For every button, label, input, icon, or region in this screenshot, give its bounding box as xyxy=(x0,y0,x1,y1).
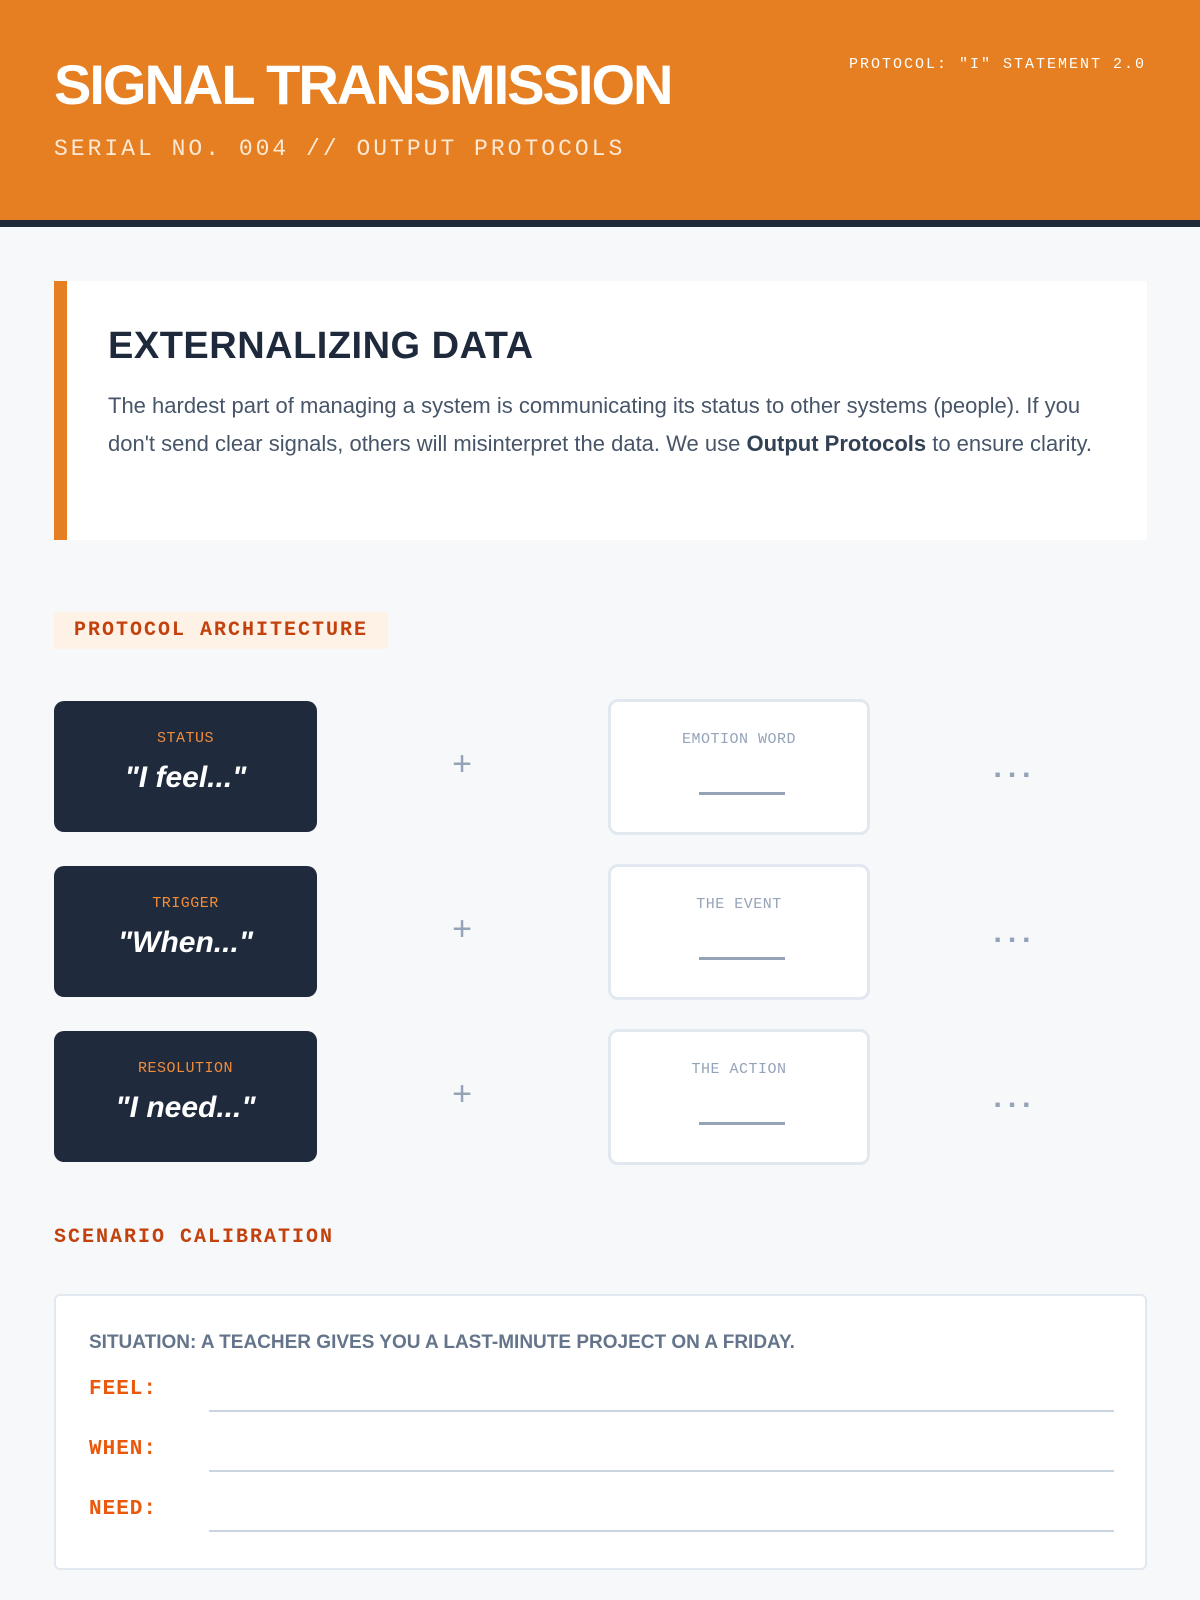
blank-line xyxy=(699,1122,785,1125)
need-field-label: NEED: xyxy=(89,1498,158,1521)
protocol-block-phrase: "I feel..." xyxy=(124,761,247,794)
intro-text-bold: Output Protocols xyxy=(746,431,927,456)
intro-text-start: The hardest part of managing a system is communicating its status to other systems (people). If you don't send clear signals, others will misinterpret the data. We use xyxy=(108,393,1081,456)
protocol-block-resolution xyxy=(54,1031,317,1162)
intro-text-end: to ensure clarity. xyxy=(926,431,1092,456)
protocol-block-label: TRIGGER xyxy=(152,895,219,912)
ellipsis-icon: ... xyxy=(993,916,1037,949)
ellipsis-icon: ... xyxy=(993,751,1037,784)
when-field-label: WHEN: xyxy=(89,1438,158,1461)
protocol-slot-action xyxy=(608,1029,870,1165)
intro-heading: EXTERNALIZING DATA xyxy=(108,325,534,367)
protocol-block-phrase: "I need..." xyxy=(115,1091,256,1124)
feel-field-label: FEEL: xyxy=(89,1378,158,1401)
protocol-block-phrase: "When..." xyxy=(117,926,254,959)
need-field-line[interactable] xyxy=(209,1530,1114,1532)
page-header xyxy=(0,0,1200,227)
intro-text xyxy=(108,387,1098,463)
page-subtitle: SERIAL NO. 004 // OUTPUT PROTOCOLS xyxy=(54,136,626,162)
feel-field-line[interactable] xyxy=(209,1410,1114,1412)
intro-card xyxy=(54,281,1147,540)
plus-icon: + xyxy=(452,745,472,783)
protocol-row-status xyxy=(0,701,1200,837)
protocol-slot-event xyxy=(608,864,870,1000)
protocol-row-trigger xyxy=(0,866,1200,1002)
when-field-row xyxy=(89,1434,1114,1474)
protocol-block-status xyxy=(54,701,317,832)
ellipsis-icon: ... xyxy=(993,1081,1037,1114)
scenario-section-title: SCENARIO CALIBRATION xyxy=(54,1226,335,1249)
protocol-row-resolution xyxy=(0,1031,1200,1167)
protocol-slot-emotion-word xyxy=(608,699,870,835)
architecture-section-tag: PROTOCOL ARCHITECTURE xyxy=(54,612,388,649)
when-field-line[interactable] xyxy=(209,1470,1114,1472)
feel-field-row xyxy=(89,1374,1114,1414)
blank-line xyxy=(699,957,785,960)
protocol-block-trigger xyxy=(54,866,317,997)
plus-icon: + xyxy=(452,1075,472,1113)
page-title: SIGNAL TRANSMISSION xyxy=(54,53,672,116)
plus-icon: + xyxy=(452,910,472,948)
need-field-row xyxy=(89,1494,1114,1534)
protocol-block-label: RESOLUTION xyxy=(137,1060,233,1077)
protocol-label: PROTOCOL: "I" STATEMENT 2.0 xyxy=(848,56,1146,73)
protocol-slot-label: THE EVENT xyxy=(696,896,782,913)
protocol-block-label: STATUS xyxy=(156,730,214,747)
scenario-situation: SITUATION: A TEACHER GIVES YOU A LAST-MINUTE PROJECT ON A FRIDAY. xyxy=(89,1332,795,1353)
scenario-card xyxy=(54,1294,1147,1570)
protocol-slot-label: THE ACTION xyxy=(691,1061,787,1078)
protocol-slot-label: EMOTION WORD xyxy=(681,731,797,748)
blank-line xyxy=(699,792,785,795)
